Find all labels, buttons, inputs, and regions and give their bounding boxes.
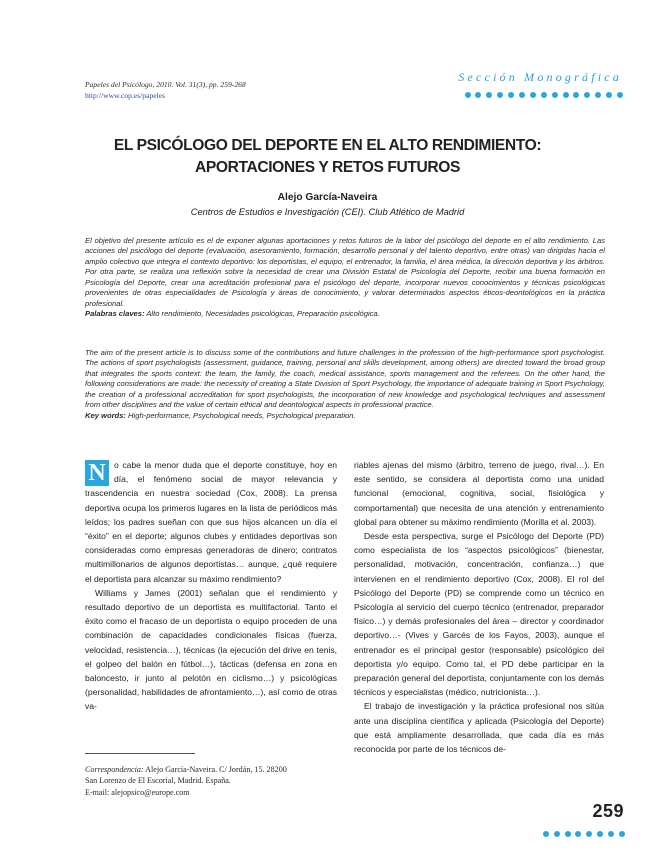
author-affiliation: Centros de Estudios e Investigación (CEI). Club Atlético de Madrid bbox=[190, 207, 465, 217]
journal-citation bbox=[85, 80, 405, 101]
abstract-english bbox=[85, 348, 605, 421]
footnote-label: Correspondencia: bbox=[85, 765, 144, 774]
keywords-english bbox=[85, 411, 605, 421]
body-column-right bbox=[354, 458, 604, 756]
footnote-line-2: San Lorenzo de El Escorial, Madrid. España. bbox=[85, 776, 231, 786]
body-paragraph: El trabajo de investigación y la práctica profesional nos sitúa ante una disciplina científica y aplicada (Psicología del Deporte) que está ampliamente desarrollada, que cada día es más reconocida por parte de los técnicos de- bbox=[354, 701, 604, 755]
section-label: Sección Monográfica bbox=[458, 70, 622, 84]
title-line-1: EL PSICÓLOGO DEL DEPORTE EN EL ALTO RENDIMIENTO: bbox=[113, 137, 542, 154]
keywords-english-label: Key words: bbox=[85, 410, 126, 420]
correspondence-footnote bbox=[85, 764, 345, 798]
abstract-spanish bbox=[85, 236, 605, 320]
paragraph-text: o cabe la menor duda que el deporte constituye, hoy en día, el fenómeno social de mayor relevancia y trascendencia en nuestra sociedad (Cox, 2008). La prensa deportiva ocupa los primeros lugares en la lista de periódicos más leídos; los padres sueñan con que sus hijos alcancen un día el “éxito” en el deporte; algunos clubes y entidades deportivas son consideradas como empresas generadoras de dinero; contratos multimillonarios de algunos deportistas… aunque, ¿qué requiere el deportista para alcanzar su máximo rendimiento? bbox=[85, 460, 337, 584]
keywords-spanish bbox=[85, 309, 605, 319]
body-paragraph: riables ajenas del mismo (árbitro, terreno de juego, rival…). En este sentido, se considera al deportista como una unidad funcional (emocional, cognitiva, social, fisiológica y comportamental) que necesita de una atención y entrenamiento global para obtener su máximo rendimiento (Morilla et al. 2003). bbox=[354, 460, 604, 527]
citation-text: Papeles del Psicólogo, 2010. Vol. 31(3), pp. 259-268 bbox=[85, 80, 246, 89]
body-column-left bbox=[85, 458, 337, 714]
body-paragraph: Williams y James (2001) señalan que el rendimiento y resultado deportivo de un deportista es multifactorial. Tanto el éxito como el fracaso de un deportista o equipo proceden de una combinación de capacidades condicionales físicas (fuerza, velocidad, resistencia…), técnicas (la ejecución del drive en tenis, el golpeo del balón en fútbol…), tácticas (defensa en zona en baloncesto, ir junto al pelotón en ciclismo…) y psicológicas (personalidad, habilidades de afrontamiento…), así como de otras va- bbox=[85, 587, 337, 712]
footnote-line-1 bbox=[85, 764, 345, 775]
drop-cap: N bbox=[85, 460, 109, 486]
keywords-spanish-label: Palabras claves: bbox=[85, 309, 145, 319]
footnote-email: E-mail: alejopsico@europe.com bbox=[85, 787, 190, 797]
abstract-spanish-text: El objetivo del presente artículo es el de exponer algunas aportaciones y retos futuros de la labor del psicólogo del deporte en el alto rendimiento. Las acciones del psicólogo del deporte (evaluación, asesoramiento, formación, desarrollo personal y del talento deportivo, entre otras) van dirigidas hacia el amplio colectivo que integra el contexto deportivo: los deportistas, el equipo, el entrenador, la familia, el área médica, la dirección deportiva y los árbitros. Por otra parte, se realiza una reflexión sobre la necesidad de crear una División Estatal de Psicología del Deporte, recibir una buena formación en Psicología del Deporte, crear una acreditación profesional para el psicólogo del deporte, incorporar nuevos conocimientos y técnicas psicológicas provenientes de otras especialidades de Psicología y áreas de conocimiento, y valorar determinados aspectos éticos-deontológicos en la práctica profesional. bbox=[85, 236, 605, 308]
author-name: Alejo García-Naveira bbox=[277, 192, 378, 203]
footnote-divider bbox=[85, 753, 195, 754]
page-number: 259 bbox=[592, 801, 624, 821]
body-paragraph bbox=[85, 458, 337, 586]
keywords-spanish-text: Alto rendimiento, Necesidades psicológicas, Preparación psicológica. bbox=[144, 309, 380, 319]
abstract-english-text: The aim of the present article is to discuss some of the contributions and future challenges in the profession of the high-performance sport psychologist. The actions of sport psychologists (assessment, guidance, training, personal and skills development, among others) are directed toward the broad group that integrates the sports context: the team, the family, the coach, medical assistance, sports management and the referees. On the other hand, the following considerations are made: the necessity of creating a State Division of Sport Psychology, the importance of adequate training in Sport Psychology, the creation of a professional accreditation for sport psychologists, the incorporation of new knowledge and psychological techniques and assessment from other disciplines and the value of certain ethical and deontological aspects in professional practice. bbox=[85, 348, 605, 410]
footnote-address: Alejo García-Naveira. C/ Jordán, 15. 28200 bbox=[143, 765, 287, 774]
journal-url-link[interactable]: http://www.cop.es/papeles bbox=[85, 90, 166, 100]
section-dots-decoration bbox=[465, 92, 623, 98]
article-title bbox=[80, 135, 575, 179]
footer-dots-decoration bbox=[543, 831, 625, 837]
keywords-english-text: High-performance, Psychological needs, Psychological preparation. bbox=[125, 410, 356, 420]
body-paragraph: Desde esta perspectiva, surge el Psicólogo del Deporte (PD) como especialista de los “aspectos psicológicos” (bienestar, personalidad, motivación, concentración, confianza…) que intervienen en el rendimiento deportivo (Cox, 2008). El rol del Psicólogo del Deporte (PD) se comprende como un técnico en Psicología al servicio del cuerpo técnico (entrenador, preparador físico…) y demás profesionales del área – director y coordinador deportivo…- (Vives y Garcés de los Fayos, 2003), aunque el entrenador es el principal gestor (responsable) psicológico del deportista y/o equipo. Como tal, el PD debe participar en la preparación general del deportista, conjuntamente con los demás técnicos y especialistas (médico, nutricionista…). bbox=[354, 531, 604, 698]
title-line-2: APORTACIONES Y RETOS FUTUROS bbox=[195, 159, 460, 176]
